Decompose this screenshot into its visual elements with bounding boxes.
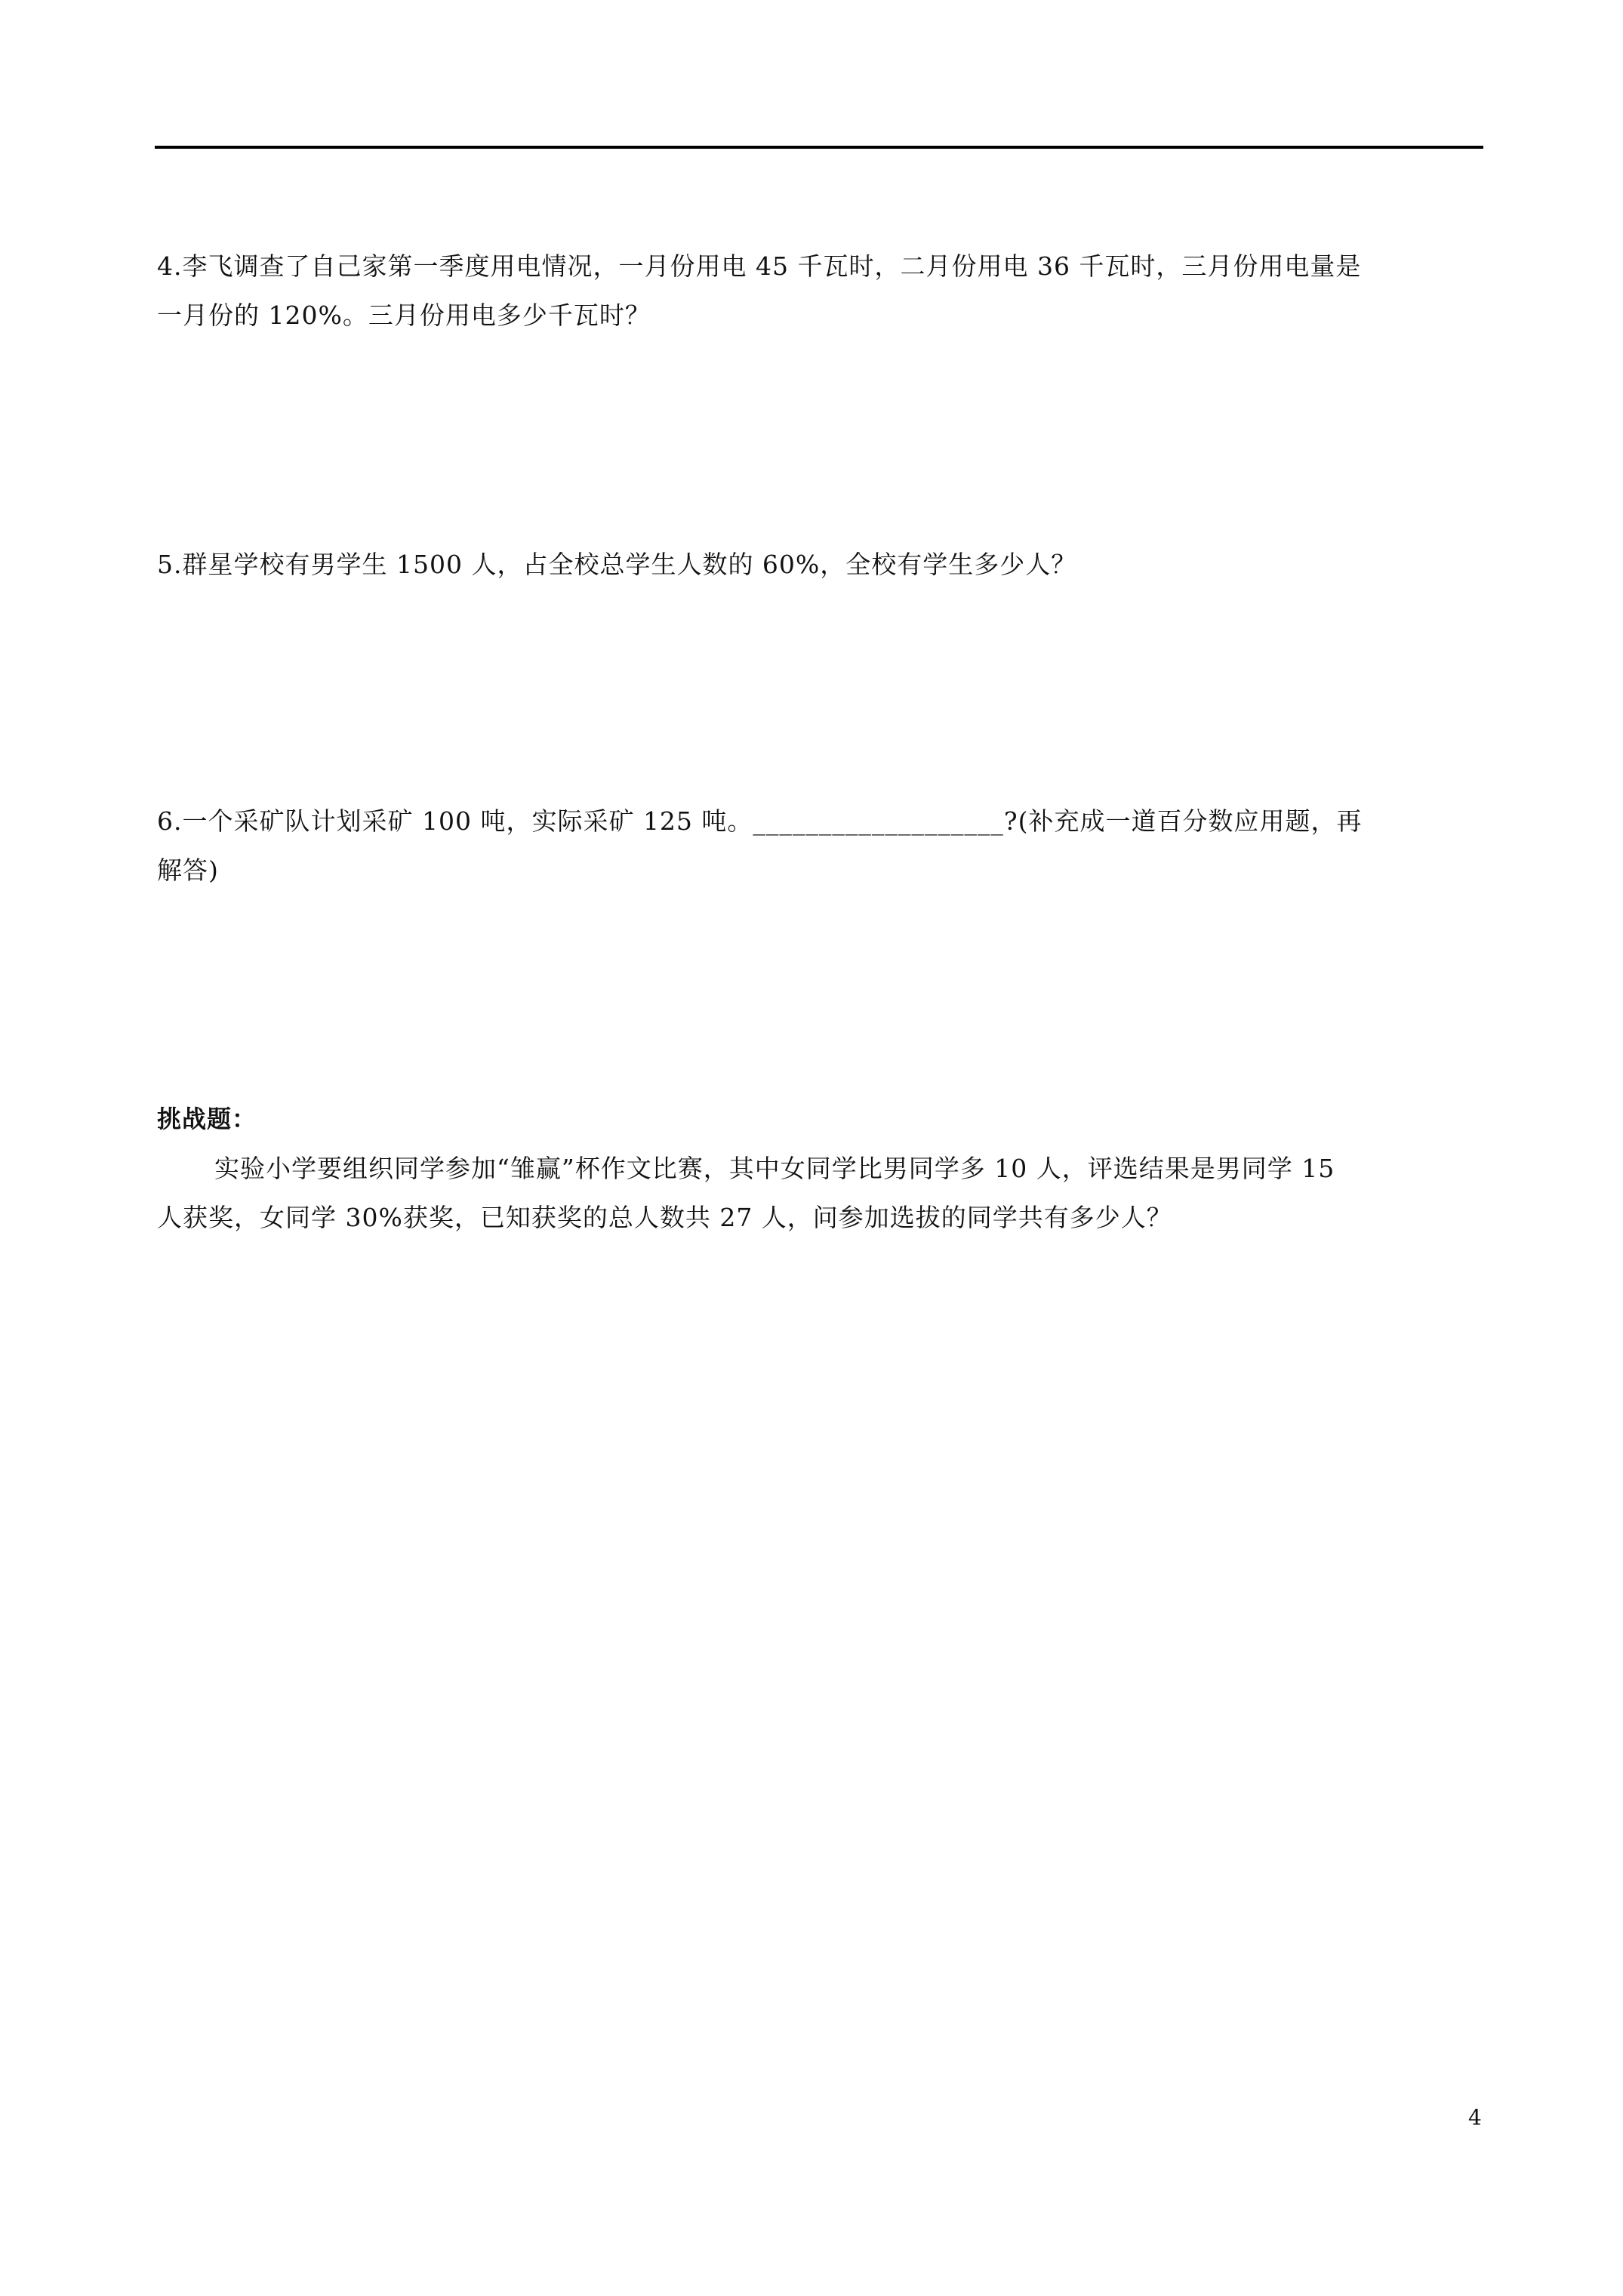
question-6 [157,797,1478,895]
challenge-title: 挑战题： [157,1105,257,1133]
header-rule [155,146,1483,149]
question-6-line-2: 解答) [157,855,219,885]
question-4 [157,242,1478,340]
challenge-line-1: 实验小学要组织同学参加“雏赢”杯作文比赛，其中女同学比男同学多 10 人，评选结果是男同学 15 [214,1154,1335,1183]
question-6-line-1: 6.一个采矿队计划采矿 100 吨，实际采矿 125 吨。___________________?(补充成一道百分数应用题，再 [157,806,1363,836]
challenge-section [157,1095,1478,1242]
question-5 [157,540,1478,589]
question-5-line-1: 5.群星学校有男学生 1500 人，占全校总学生人数的 60%，全校有学生多少人？ [157,550,1077,579]
challenge-line-2: 人获奖，女同学 30%获奖，已知获奖的总人数共 27 人，问参加选拔的同学共有多少人？ [157,1203,1172,1232]
question-4-line-2: 一月份的 120%。三月份用电多少千瓦时？ [157,300,651,330]
page-number: 4 [1468,2105,1482,2130]
question-4-line-1: 4.李飞调查了自己家第一季度用电情况，一月份用电 45 千瓦时，二月份用电 36 千瓦时，三月份用电量是 [157,251,1362,281]
